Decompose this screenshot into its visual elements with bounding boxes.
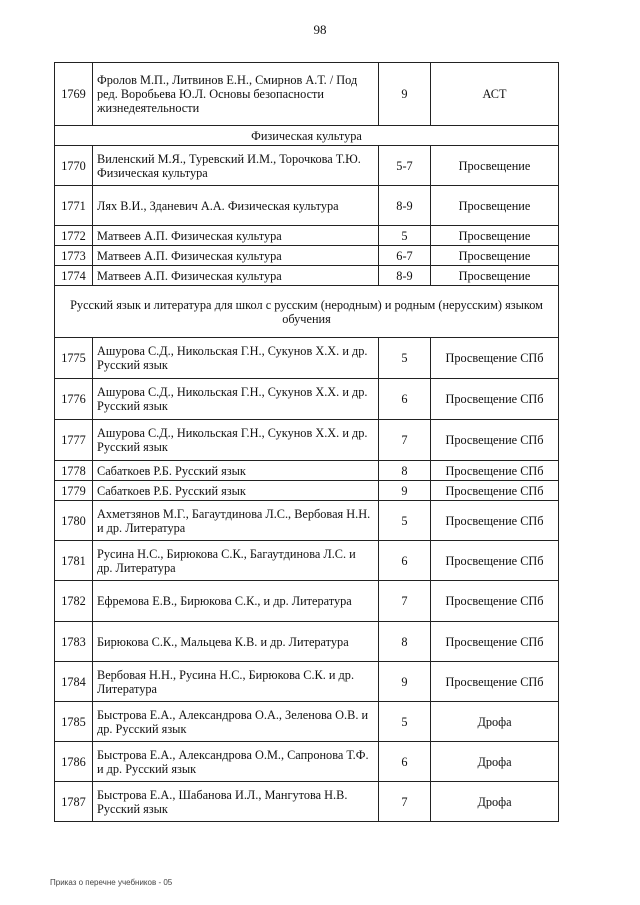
table-row: [55, 702, 559, 742]
row-title: Ашурова С.Д., Никольская Г.Н., Сукунов Х.Х. и др. Русский язык: [93, 338, 379, 379]
row-grade: 7: [379, 420, 431, 461]
row-title: Вербовая Н.Н., Русина Н.С., Бирюкова С.К. и др. Литература: [93, 662, 379, 702]
row-number: 1780: [55, 501, 93, 541]
row-number: 1787: [55, 782, 93, 822]
row-publisher: Просвещение СПб: [431, 662, 559, 702]
row-title: Ашурова С.Д., Никольская Г.Н., Сукунов Х.Х. и др. Русский язык: [93, 379, 379, 420]
row-title: Быстрова Е.А., Александрова О.А., Зеленова О.В. и др. Русский язык: [93, 702, 379, 742]
row-publisher: Просвещение: [431, 186, 559, 226]
row-publisher: Просвещение: [431, 226, 559, 246]
table-row: [55, 266, 559, 286]
row-publisher: Дрофа: [431, 782, 559, 822]
row-grade: 9: [379, 481, 431, 501]
table-row: [55, 186, 559, 226]
row-publisher: Дрофа: [431, 702, 559, 742]
row-grade: 9: [379, 662, 431, 702]
section-header-row: [55, 286, 559, 338]
row-title: Бирюкова С.К., Мальцева К.В. и др. Литература: [93, 622, 379, 662]
table-row: [55, 501, 559, 541]
row-title: Матвеев А.П. Физическая культура: [93, 226, 379, 246]
row-publisher: Просвещение СПб: [431, 461, 559, 481]
table-row: [55, 338, 559, 379]
row-number: 1776: [55, 379, 93, 420]
table-row: [55, 782, 559, 822]
table-row: [55, 226, 559, 246]
row-title: Ахметзянов М.Г., Багаутдинова Л.С., Вербовая Н.Н. и др. Литература: [93, 501, 379, 541]
row-publisher: Просвещение: [431, 266, 559, 286]
row-grade: 8-9: [379, 266, 431, 286]
row-publisher: Дрофа: [431, 742, 559, 782]
table-row: [55, 461, 559, 481]
page-number: 98: [313, 22, 327, 37]
row-publisher: Просвещение СПб: [431, 622, 559, 662]
row-publisher: Просвещение СПб: [431, 581, 559, 622]
row-number: 1777: [55, 420, 93, 461]
table-row: [55, 541, 559, 581]
row-grade: 5: [379, 226, 431, 246]
row-grade: 7: [379, 782, 431, 822]
row-number: 1784: [55, 662, 93, 702]
row-grade: 8: [379, 461, 431, 481]
row-grade: 7: [379, 581, 431, 622]
row-number: 1783: [55, 622, 93, 662]
row-grade: 8-9: [379, 186, 431, 226]
row-grade: 9: [379, 63, 431, 126]
row-title: Быстрова Е.А., Александрова О.М., Сапронова Т.Ф. и др. Русский язык: [93, 742, 379, 782]
row-publisher: Просвещение СПб: [431, 501, 559, 541]
table-row: [55, 63, 559, 126]
row-grade: 5-7: [379, 146, 431, 186]
section-header-row: [55, 126, 559, 146]
row-publisher: Просвещение СПб: [431, 420, 559, 461]
row-grade: 6-7: [379, 246, 431, 266]
table-body: [55, 63, 559, 822]
row-grade: 6: [379, 379, 431, 420]
table-row: [55, 146, 559, 186]
row-number: 1782: [55, 581, 93, 622]
row-number: 1770: [55, 146, 93, 186]
row-title: Виленский М.Я., Туревский И.М., Торочкова Т.Ю. Физическая культура: [93, 146, 379, 186]
table-row: [55, 581, 559, 622]
row-number: 1771: [55, 186, 93, 226]
table-row: [55, 379, 559, 420]
row-number: 1781: [55, 541, 93, 581]
section-title: Физическая культура: [55, 126, 559, 146]
row-number: 1785: [55, 702, 93, 742]
table-row: [55, 622, 559, 662]
footer-note: Приказ о перечне учебников - 05: [50, 878, 173, 887]
row-publisher: Просвещение: [431, 246, 559, 266]
row-number: 1774: [55, 266, 93, 286]
row-number: 1769: [55, 63, 93, 126]
row-grade: 6: [379, 742, 431, 782]
row-number: 1773: [55, 246, 93, 266]
row-number: 1775: [55, 338, 93, 379]
row-grade: 5: [379, 702, 431, 742]
row-publisher: Просвещение: [431, 146, 559, 186]
table-row: [55, 742, 559, 782]
row-grade: 6: [379, 541, 431, 581]
row-publisher: Просвещение СПб: [431, 541, 559, 581]
table-row: [55, 420, 559, 461]
row-publisher: АСТ: [431, 63, 559, 126]
row-title: Ашурова С.Д., Никольская Г.Н., Сукунов Х.Х. и др. Русский язык: [93, 420, 379, 461]
row-title: Матвеев А.П. Физическая культура: [93, 246, 379, 266]
row-title: Фролов М.П., Литвинов Е.Н., Смирнов А.Т. / Под ред. Воробьева Ю.Л. Основы безопасности жизнедеятельности: [93, 63, 379, 126]
section-title: Русский язык и литература для школ с русским (неродным) и родным (нерусским) языком обучения: [55, 286, 559, 338]
row-publisher: Просвещение СПб: [431, 481, 559, 501]
row-publisher: Просвещение СПб: [431, 379, 559, 420]
row-title: Русина Н.С., Бирюкова С.К., Багаутдинова Л.С. и др. Литература: [93, 541, 379, 581]
row-publisher: Просвещение СПб: [431, 338, 559, 379]
row-number: 1779: [55, 481, 93, 501]
row-title: Матвеев А.П. Физическая культура: [93, 266, 379, 286]
table-row: [55, 246, 559, 266]
row-number: 1778: [55, 461, 93, 481]
row-grade: 5: [379, 338, 431, 379]
row-number: 1786: [55, 742, 93, 782]
table-row: [55, 481, 559, 501]
row-title: Ефремова Е.В., Бирюкова С.К., и др. Литература: [93, 581, 379, 622]
row-title: Сабаткоев Р.Б. Русский язык: [93, 481, 379, 501]
row-grade: 8: [379, 622, 431, 662]
table-row: [55, 662, 559, 702]
textbook-list-table: [54, 62, 559, 822]
row-title: Быстрова Е.А., Шабанова И.Л., Мангутова Н.В. Русский язык: [93, 782, 379, 822]
row-title: Сабаткоев Р.Б. Русский язык: [93, 461, 379, 481]
row-title: Лях В.И., Зданевич А.А. Физическая культура: [93, 186, 379, 226]
row-number: 1772: [55, 226, 93, 246]
row-grade: 5: [379, 501, 431, 541]
